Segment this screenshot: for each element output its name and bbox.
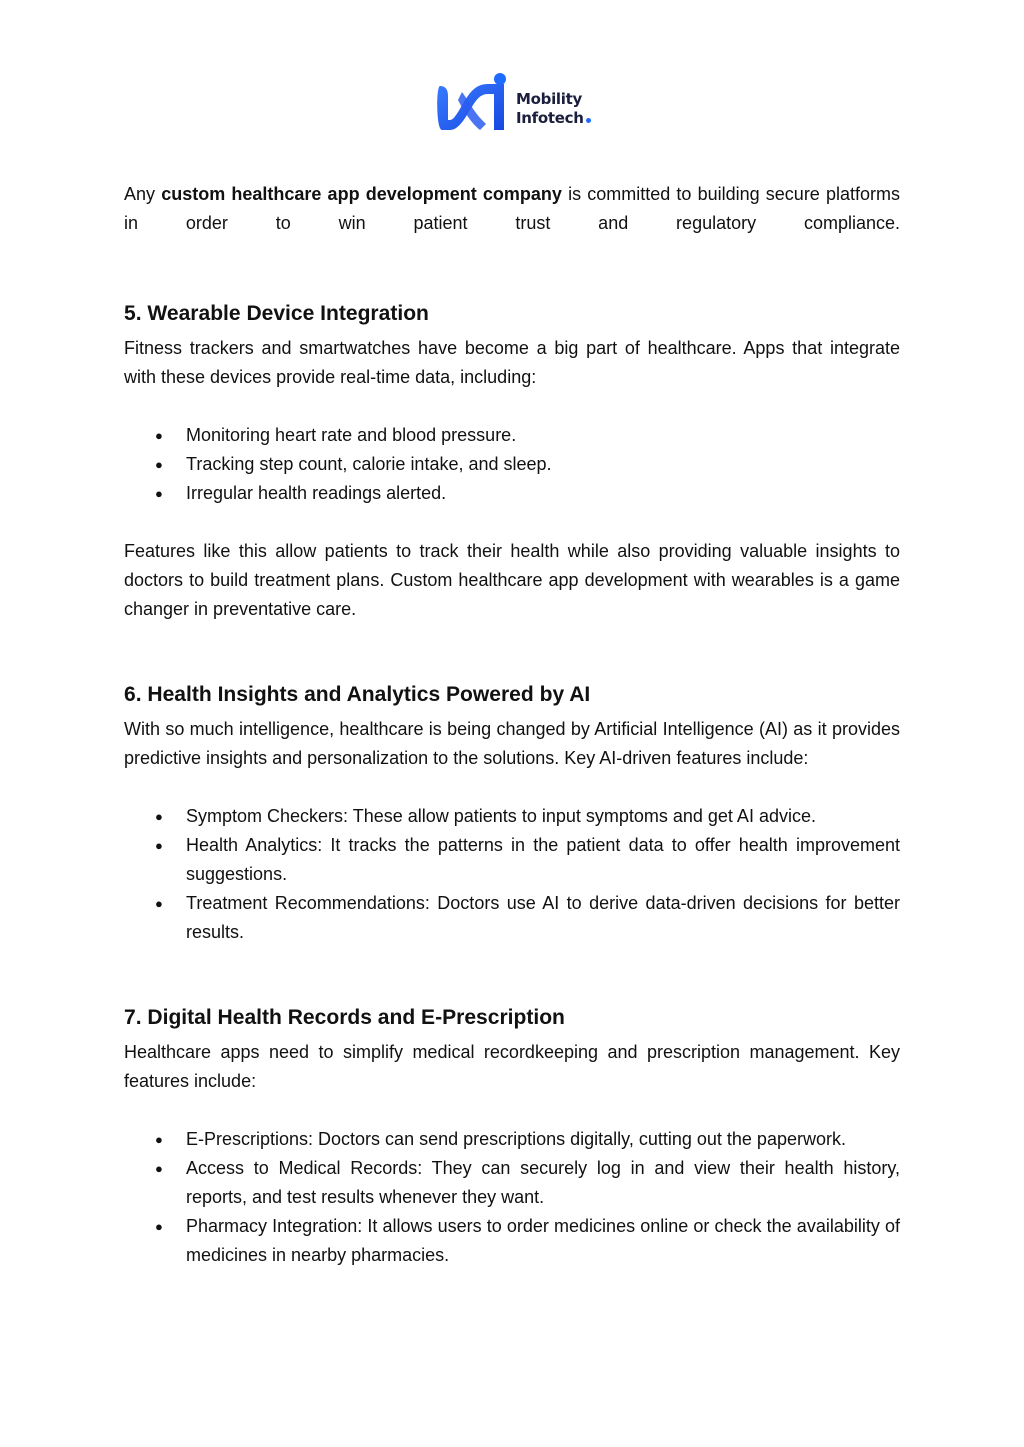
list-item: ● Tracking step count, calorie intake, and sleep.: [186, 450, 900, 479]
bullet-list: [124, 802, 900, 947]
list-item: ● Symptom Checkers: These allow patients to input symptoms and get AI advice.: [186, 802, 900, 831]
intro-suffix: is committed to building secure platforms in order to win patient trust and regulatory compliance.: [124, 184, 900, 233]
section-heading: 6. Health Insights and Analytics Powered by AI: [124, 683, 591, 706]
bullet-list: [124, 1125, 900, 1270]
list-item: ● Pharmacy Integration: It allows users to order medicines online or check the availability of medicines in nearby pharmacies.: [186, 1212, 900, 1270]
intro-paragraph: [124, 180, 900, 238]
section-heading: 5. Wearable Device Integration: [124, 302, 429, 325]
company-logo: [434, 72, 604, 136]
logo-wordmark: [516, 90, 591, 128]
bullet-list: [124, 421, 900, 508]
list-item: ● Monitoring heart rate and blood pressure.: [186, 421, 900, 450]
section-body: Healthcare apps need to simplify medical recordkeeping and prescription management. Key features include:: [124, 1042, 900, 1091]
logo-dot-icon: [586, 118, 591, 123]
intro-bold-phrase: custom healthcare app development company: [161, 184, 562, 204]
logo-line-1: Mobility: [516, 90, 582, 108]
section-heading: 7. Digital Health Records and E-Prescription: [124, 1006, 565, 1029]
logo-mark-icon: [434, 72, 516, 136]
list-item: ● Health Analytics: It tracks the patterns in the patient data to offer health improvement suggestions.: [186, 831, 900, 889]
logo-line-2: Infotech: [516, 109, 584, 127]
intro-prefix: Any: [124, 184, 162, 204]
document-body: [124, 180, 900, 1270]
list-item: ● Treatment Recommendations: Doctors use AI to derive data-driven decisions for better results.: [186, 889, 900, 947]
list-item: ● Access to Medical Records: They can securely log in and view their health history, reports, and test results whenever they want.: [186, 1154, 900, 1212]
section-followup: Features like this allow patients to track their health while also providing valuable insights to doctors to build treatment plans. Custom healthcare app development with wearables is a game changer in preventative care.: [124, 541, 900, 619]
section-body: With so much intelligence, healthcare is being changed by Artificial Intelligence (AI) as it provides predictive insights and personalization to the solutions. Key AI-driven features include:: [124, 719, 900, 768]
list-item: ● Irregular health readings alerted.: [186, 479, 900, 508]
list-item: ● E-Prescriptions: Doctors can send prescriptions digitally, cutting out the paperwork.: [186, 1125, 900, 1154]
section-body: Fitness trackers and smartwatches have become a big part of healthcare. Apps that integrate with these devices provide real-time data, including:: [124, 338, 900, 387]
